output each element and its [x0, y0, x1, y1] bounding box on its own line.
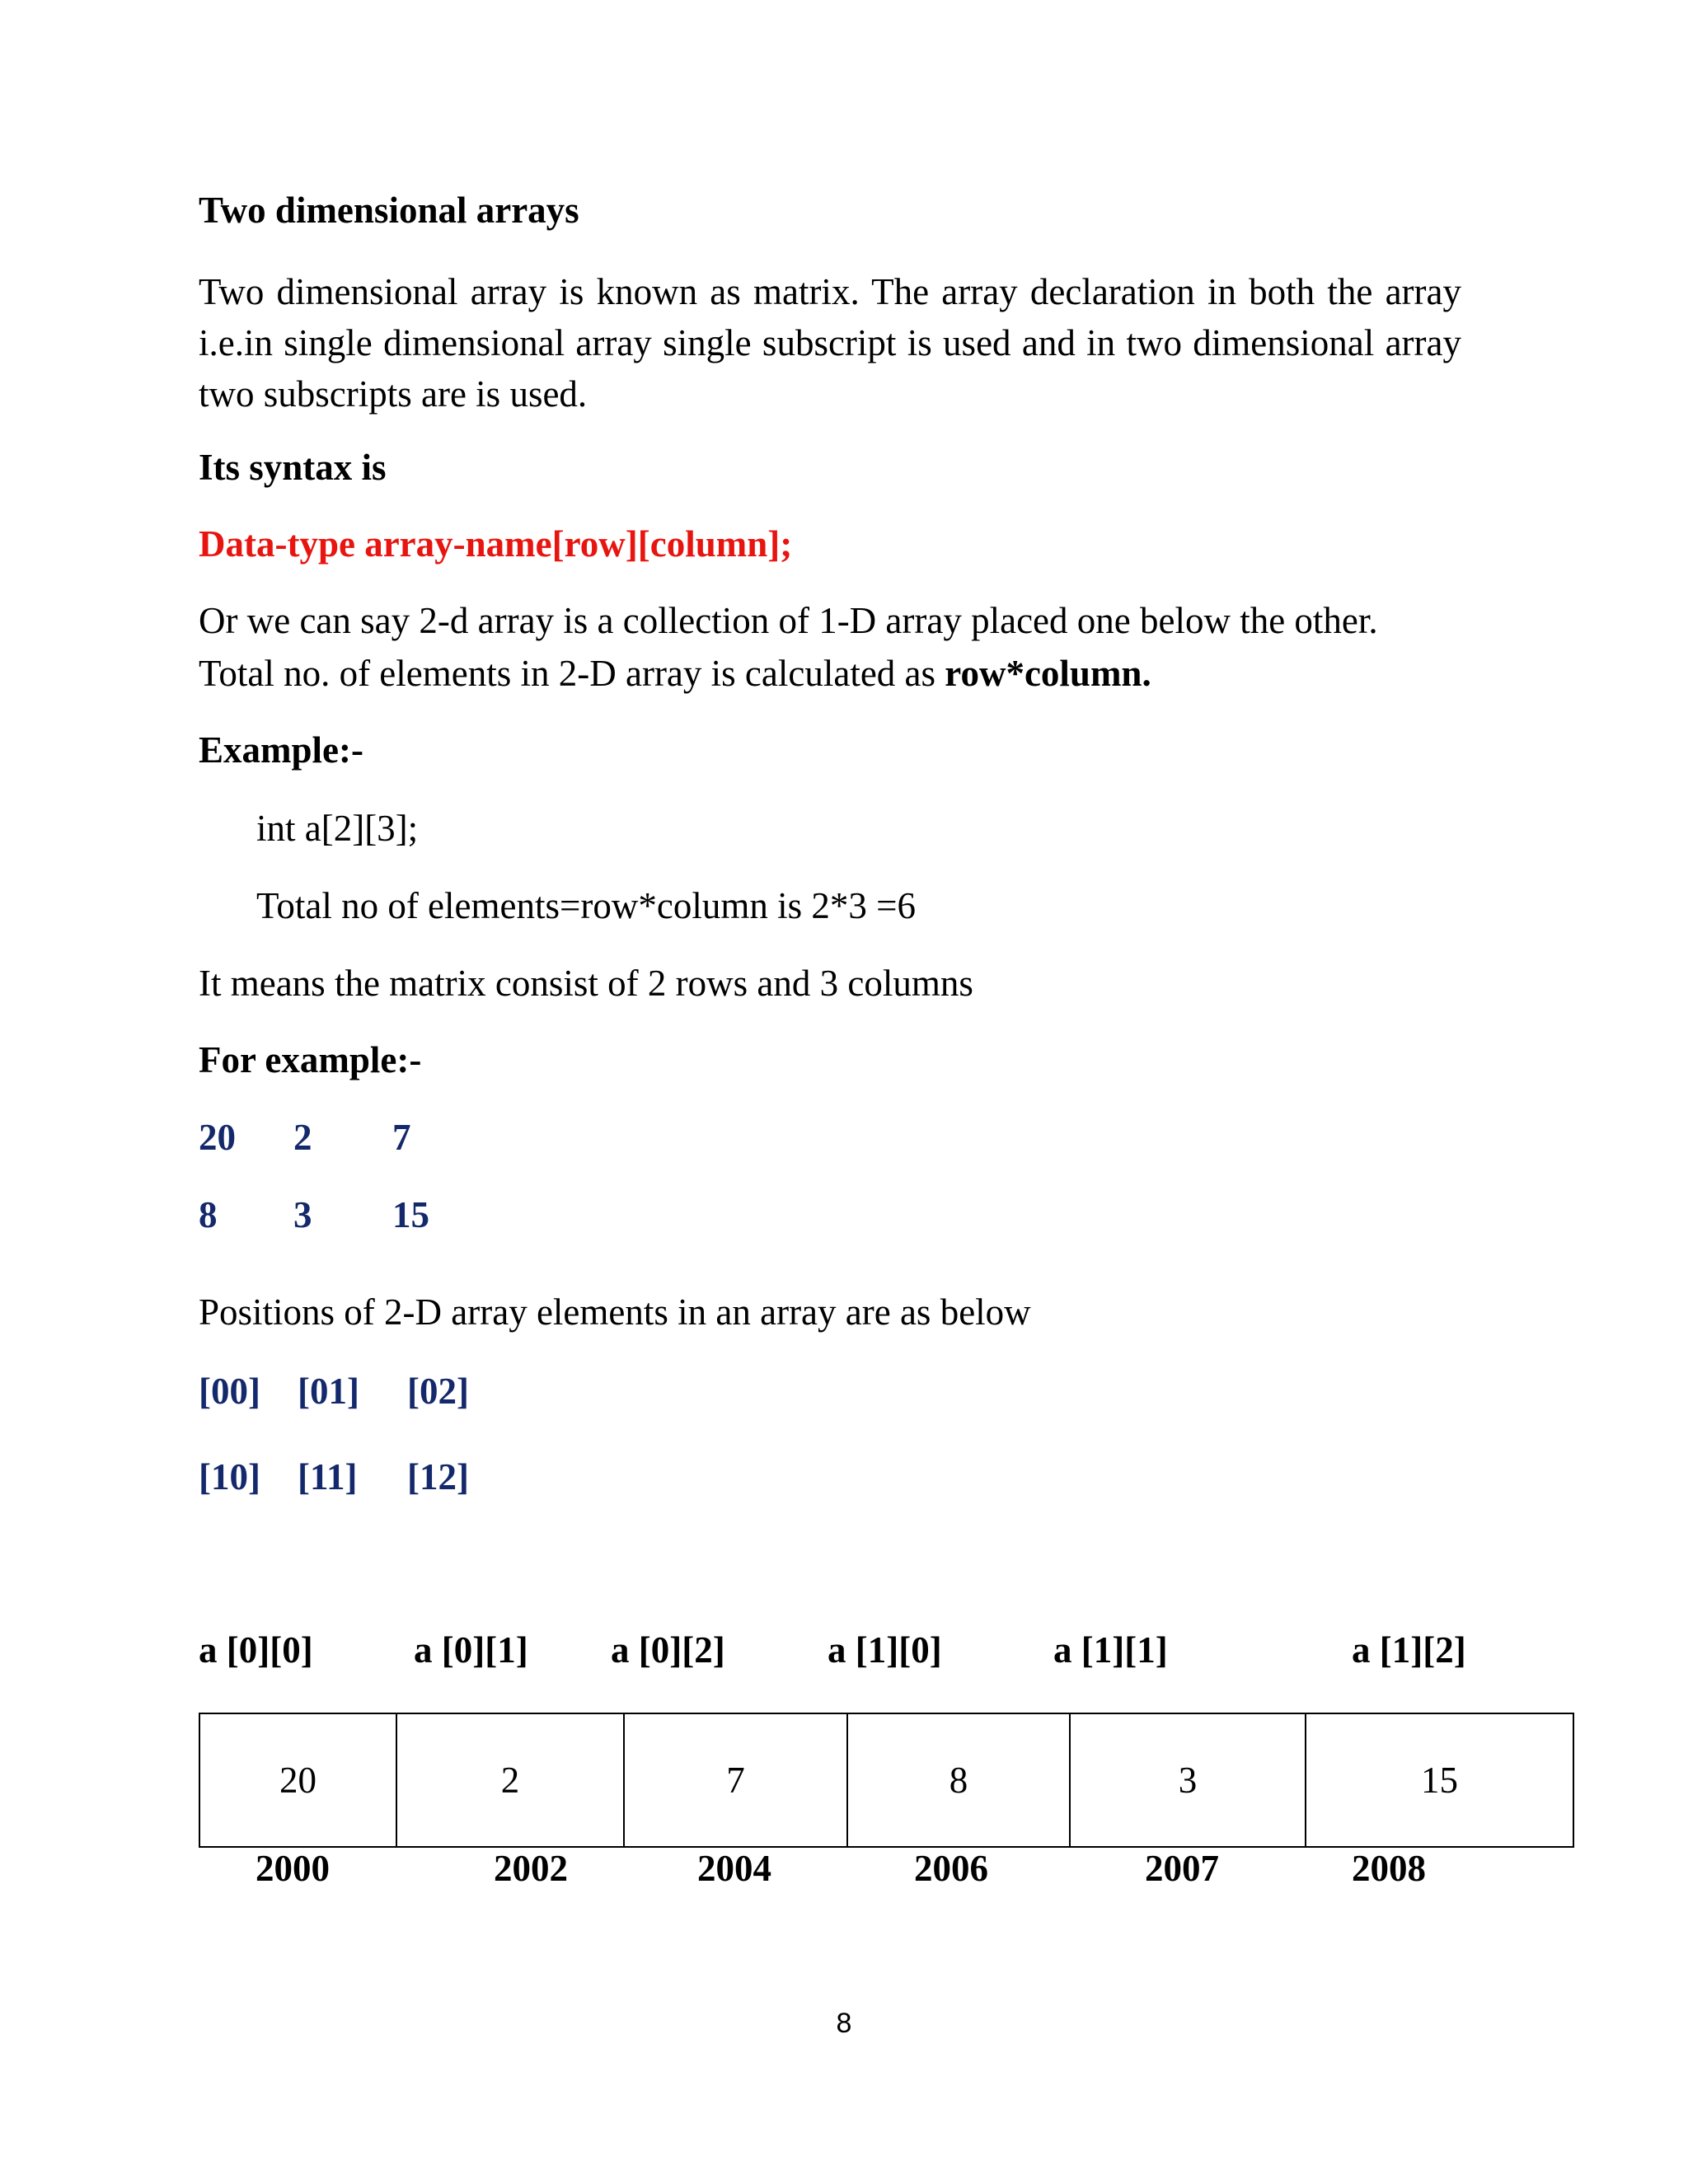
position-0-2: [02]	[407, 1371, 469, 1412]
matrix-cell-1-0: 8	[199, 1194, 218, 1235]
memory-label: a [0][1]	[414, 1629, 528, 1671]
memory-cell: 3	[1071, 1714, 1306, 1846]
matrix-cell-1-1: 3	[293, 1194, 312, 1235]
memory-cell: 20	[200, 1714, 397, 1846]
memory-label: a [0][2]	[611, 1629, 725, 1671]
total-elements-text	[199, 655, 1151, 692]
memory-address: 2007	[1145, 1848, 1219, 1889]
matrix-cell-1-2: 15	[392, 1194, 429, 1235]
syntax-label: Its syntax is	[199, 447, 387, 488]
matrix-meaning-text: It means the matrix consist of 2 rows and 3 columns	[199, 963, 973, 1004]
total-elements-plain: Total no. of elements in 2-D array is calculated as	[199, 653, 945, 694]
memory-cell: 15	[1421, 1760, 1458, 1801]
matrix-cell-0-2: 7	[392, 1117, 411, 1158]
position-1-2: [12]	[407, 1456, 469, 1497]
page-title: Two dimensional arrays	[199, 190, 579, 231]
matrix-cell-0-0: 20	[199, 1117, 236, 1158]
matrix-cell-0-1: 2	[293, 1117, 312, 1158]
intro-paragraph: Two dimensional array is known as matrix. The array declaration in both the array i.e.in single dimensional array single subscript is used and in two dimensional array two subscripts are is used.	[199, 271, 1461, 415]
positions-label: Positions of 2-D array elements in an array are as below	[199, 1291, 1031, 1333]
memory-label: a [1][0]	[828, 1629, 942, 1671]
code-total-elements: Total no of elements=row*column is 2*3 =6	[256, 885, 916, 926]
memory-cell: 7	[625, 1714, 848, 1846]
example-label: Example:-	[199, 729, 363, 771]
memory-address: 2004	[697, 1848, 771, 1889]
memory-address: 2008	[1352, 1848, 1426, 1889]
memory-layout-table	[199, 1713, 1574, 1848]
code-declaration: int a[2][3];	[256, 808, 419, 849]
memory-address: 2000	[256, 1848, 330, 1889]
memory-cell: 2	[397, 1714, 625, 1846]
memory-label: a [1][1]	[1053, 1629, 1168, 1671]
page-number: 8	[836, 2008, 852, 2039]
total-elements-bold: row*column.	[945, 653, 1151, 694]
collection-text: Or we can say 2-d array is a collection of 1-D array placed one below the other.	[199, 600, 1378, 641]
position-1-0: [10]	[199, 1456, 260, 1497]
for-example-label: For example:-	[199, 1039, 422, 1080]
position-1-1: [11]	[298, 1456, 358, 1497]
memory-cell: 8	[848, 1714, 1071, 1846]
memory-label: a [0][0]	[199, 1629, 313, 1671]
memory-address: 2006	[914, 1848, 988, 1889]
position-0-1: [01]	[298, 1371, 359, 1412]
position-0-0: [00]	[199, 1371, 260, 1412]
memory-label: a [1][2]	[1352, 1629, 1466, 1671]
syntax-line: Data-type array-name[row][column];	[199, 523, 793, 565]
memory-address: 2002	[494, 1848, 568, 1889]
